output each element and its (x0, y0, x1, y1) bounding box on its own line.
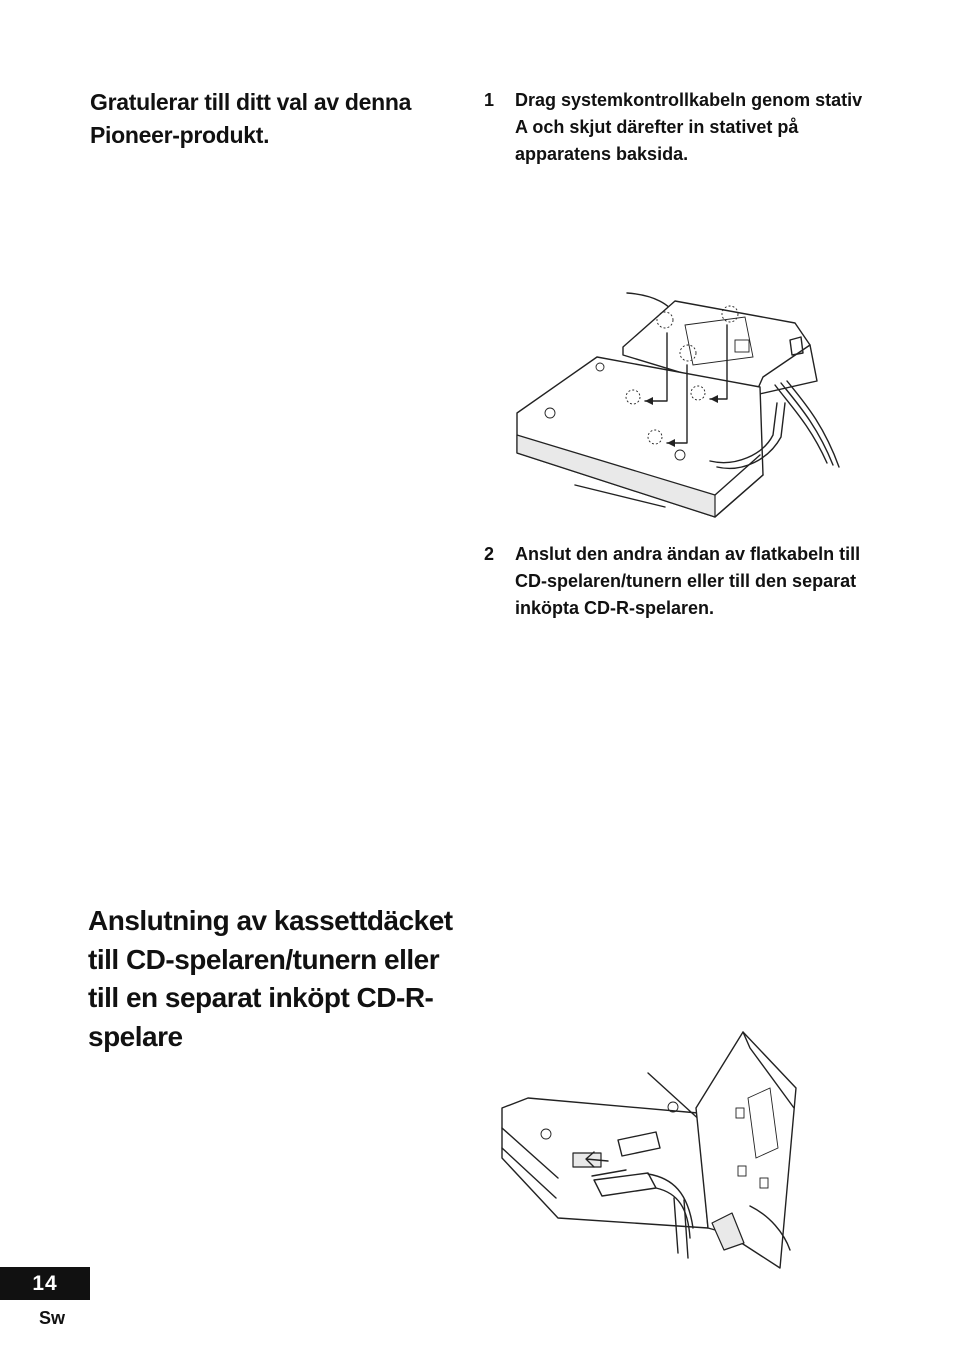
cable-3 (787, 381, 839, 467)
step-1 (484, 87, 864, 168)
cable-2 (781, 383, 833, 465)
step-2 (484, 541, 864, 622)
intro-title: Gratulerar till ditt val av denna Pioneer-produkt. (90, 89, 412, 148)
flat-cable-connection-illustration (498, 1028, 808, 1278)
unit-body (502, 1098, 708, 1228)
step-2-number: 2 (484, 544, 495, 564)
section-heading: Anslutning av kassettdäcket till CD-spelaren/tunern eller till en separat inköpt CD-R-spelare (88, 905, 453, 1052)
language-code: Sw (39, 1308, 66, 1328)
step-1-number: 1 (484, 90, 495, 110)
step-1-text: Drag systemkontrollkabeln genom stativ A och skjut därefter in stativet på apparatens baksida. (515, 90, 863, 164)
stand-mounting-illustration (505, 285, 845, 525)
step-2-text: Anslut den andra ändan av flatkabeln till CD-spelaren/tunern eller till den separat inköpta CD-R-spelaren. (515, 544, 861, 618)
page-number: 14 (0, 1267, 90, 1300)
